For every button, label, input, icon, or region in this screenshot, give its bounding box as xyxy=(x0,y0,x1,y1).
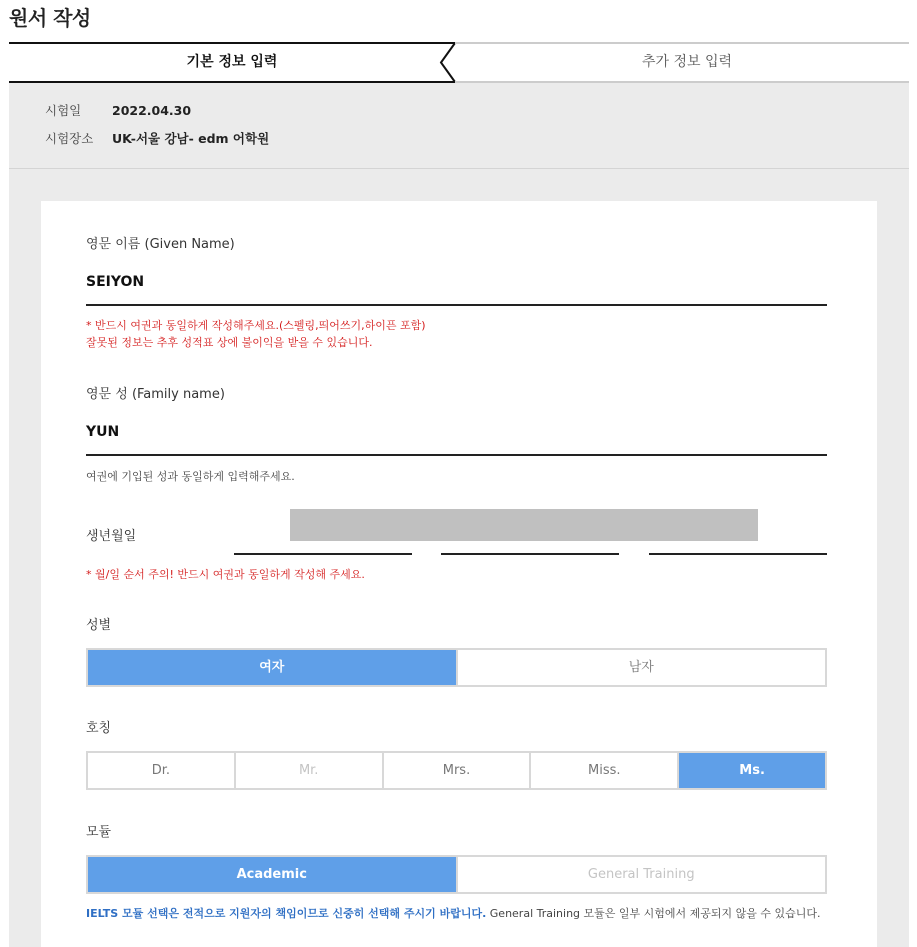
given-name-label: 영문 이름 (Given Name) xyxy=(86,237,235,252)
birth-date-redaction xyxy=(290,509,758,541)
gender-selector xyxy=(86,648,827,687)
gender-label: 성별 xyxy=(86,618,112,633)
module-label: 모듈 xyxy=(86,825,112,840)
exam-date-label: 시험일 xyxy=(45,103,82,118)
page-title: 원서 작성 xyxy=(9,6,91,30)
tab-additional-info[interactable]: 추가 정보 입력 xyxy=(641,54,733,70)
title-ms-button[interactable]: Ms. xyxy=(677,753,825,788)
module-note-rest: General Training 모듈은 일부 시험에서 제공되지 않을 수 있습니다. xyxy=(486,907,821,920)
title-mr-button[interactable]: Mr. xyxy=(234,753,382,788)
title-dr-button[interactable]: Dr. xyxy=(151,763,171,778)
birth-month-input[interactable] xyxy=(441,553,619,555)
given-name-note-line2: 잘못된 정보는 추후 성적표 상에 불이익을 받을 수 있습니다. xyxy=(86,336,373,349)
module-academic-button[interactable]: Academic xyxy=(88,857,456,892)
gender-female-button[interactable]: 여자 xyxy=(88,650,456,685)
exam-venue-label: 시험장소 xyxy=(45,131,94,146)
module-note-highlight: IELTS 모듈 선택은 전적으로 지원자의 책임이므로 신중히 선택해 주시기 바랍니다. xyxy=(86,907,487,920)
given-name-input[interactable]: SEIYON xyxy=(86,274,145,290)
family-name-underline xyxy=(86,454,827,456)
tab-basic-info[interactable]: 기본 정보 입력 xyxy=(186,54,278,70)
module-note xyxy=(86,905,836,922)
module-selector xyxy=(86,855,827,894)
gender-male-button[interactable]: 남자 xyxy=(456,650,826,685)
exam-venue-value: UK-서울 강남- edm 어학원 xyxy=(112,131,270,146)
family-name-input[interactable]: YUN xyxy=(86,424,120,440)
step-tabs xyxy=(9,42,909,83)
title-mrs-button[interactable]: Mrs. xyxy=(382,753,530,788)
exam-date-row xyxy=(45,101,191,119)
exam-date-value: 2022.04.30 xyxy=(112,103,192,118)
given-name-note-line1: * 반드시 여권과 동일하게 작성해주세요.(스펠링,띄어쓰기,하이픈 포함) xyxy=(86,319,426,332)
title-selector xyxy=(86,751,827,790)
birth-date-note: * 월/일 순서 주의! 반드시 여권과 동일하게 작성해 주세요. xyxy=(86,568,365,581)
title-label: 호칭 xyxy=(86,721,112,736)
family-name-note: 여권에 기입된 성과 동일하게 입력해주세요. xyxy=(86,470,295,483)
birth-date-label: 생년월일 xyxy=(86,529,137,544)
given-name-underline xyxy=(86,304,827,306)
module-general-training-button[interactable]: General Training xyxy=(456,857,826,892)
family-name-label: 영문 성 (Family name) xyxy=(86,387,225,402)
title-miss-button[interactable]: Miss. xyxy=(529,753,677,788)
exam-info-panel xyxy=(9,83,909,169)
birth-day-input[interactable] xyxy=(649,553,827,555)
birth-year-input[interactable] xyxy=(234,553,412,555)
exam-venue-row xyxy=(45,129,269,147)
given-name-note xyxy=(86,317,426,351)
